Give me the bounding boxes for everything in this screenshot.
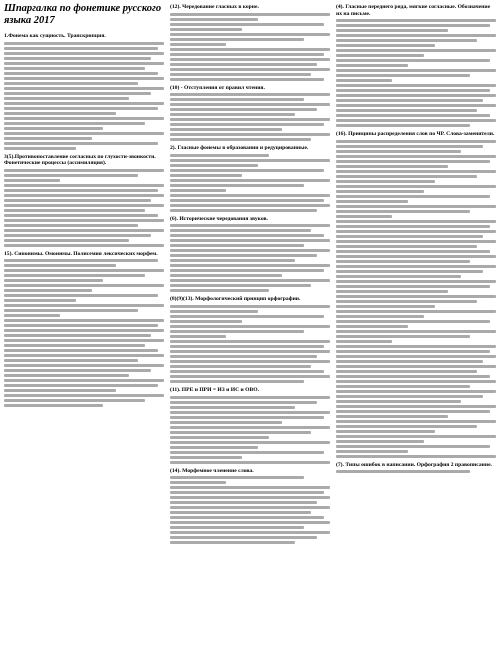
text-line [336,119,496,122]
text-line [336,195,490,198]
text-line [170,13,330,16]
text-line [4,314,60,317]
text-line [336,330,496,333]
text-line [170,154,269,157]
text-line [336,205,496,208]
text-line [170,360,330,363]
text-line [336,165,448,168]
text-line [336,470,470,473]
text-line [4,137,92,140]
text-line [336,455,496,458]
text-line [4,57,151,60]
text-line [4,92,151,95]
text-line [170,511,311,514]
text-line [4,97,129,100]
text-line [4,339,164,342]
text-line [336,355,496,358]
section [4,153,164,247]
text-line [336,160,490,163]
text-line [336,380,496,383]
text-line [336,390,496,393]
text-line [4,77,164,80]
text-line [4,324,158,327]
section-heading: 2). Гласные фонемы в образовании и редуцированные. [170,145,309,152]
text-line [170,305,330,308]
text-line [336,210,470,213]
text-line [170,370,324,373]
text-line [336,220,496,223]
text-line [170,103,330,106]
text-line [170,516,324,519]
text-line [336,109,477,112]
text-line [170,340,330,343]
text-line [170,325,330,328]
text-line [4,107,158,110]
text-line [4,274,145,277]
text-line [170,98,304,101]
text-line [4,334,151,337]
text-line [4,67,145,70]
text-line [336,190,424,193]
text-line [170,18,258,21]
text-line [336,59,490,62]
text-line [336,74,470,77]
text-line [336,180,435,183]
text-line [4,259,158,262]
text-line [336,215,392,218]
text-line [336,280,496,283]
text-line [4,349,158,352]
text-line [4,264,116,267]
text-line [336,185,496,188]
section-heading: (8)(9)(13). Морфологический принцип орфографии. [170,296,301,303]
text-line [4,117,164,120]
text-line [4,384,158,387]
text-line [336,124,470,127]
text-line [4,189,158,192]
text-line [170,456,242,459]
text-line [336,370,477,373]
text-line [336,300,477,303]
text-line [170,93,330,96]
text-line [336,430,435,433]
text-line [336,275,461,278]
text-line [170,209,317,212]
text-line [4,404,103,407]
document-title: Шпаргалка по фонетике русского языка 2017 [4,3,162,26]
text-line [170,63,317,66]
section [170,144,330,212]
text-line [336,350,490,353]
text-line [170,441,330,444]
text-line [336,99,483,102]
section-heading: 3(5).Противопоставление согласных по глухости-звонкости. Фонетические процессы (ассимиляция). [4,153,156,167]
text-line [170,411,330,414]
text-line [336,64,408,67]
section [336,461,496,474]
text-line [336,365,496,368]
text-line [170,204,330,207]
text-line [170,58,330,61]
text-line [4,179,60,182]
section-heading: (11). ПРЕ и ПРИ = ИЗ и ИС и ОВО. [170,386,259,393]
text-line [336,94,496,97]
text-line [170,53,324,56]
text-line [336,155,496,158]
section-heading: 1.Фонема как сущность. Транскрипция. [4,33,106,39]
text-line [170,48,330,51]
text-line [170,289,269,292]
text-line [4,102,164,105]
text-line [4,122,145,125]
text-line [170,128,282,131]
text-line [170,284,311,287]
text-line [170,229,311,232]
section [336,130,496,458]
section-heading: (14). Морфемное членение слова. [170,467,254,474]
text-line [4,344,145,347]
text-line [336,440,424,443]
text-line [4,399,145,402]
section [4,250,164,408]
text-line [170,279,330,282]
text-line [4,364,164,367]
text-line [4,199,151,202]
section-heading: (12). Чередование гласных в корне. [170,4,259,10]
text-line [170,315,324,318]
text-line [336,315,424,318]
text-line [170,239,330,242]
text-line [170,269,324,272]
text-line [4,52,164,55]
text-line [170,194,330,197]
text-line [170,184,304,187]
text-line [336,114,490,117]
text-line [336,44,435,47]
text-line [336,400,461,403]
text-line [170,350,330,353]
text-line [4,289,92,292]
text-line [336,325,408,328]
text-line [170,164,258,167]
text-line [170,335,226,338]
text-line [170,189,226,192]
text-line [4,394,164,397]
text-line [336,140,496,143]
text-line [336,19,496,22]
section-heading: (16). Принципы распределения слов по ЧР. Слова-заменители. [336,131,495,138]
text-line [4,224,138,227]
text-line [170,426,330,429]
text-line [4,147,76,150]
text-line [336,385,470,388]
text-line [336,310,496,313]
text-line [336,375,490,378]
text-line [336,290,448,293]
text-line [170,541,295,544]
text-line [336,240,496,243]
text-line [4,359,138,362]
text-line [170,264,330,267]
section [170,215,330,293]
text-line [336,420,496,423]
text-line [4,127,103,130]
text-line [336,54,424,57]
section [170,295,330,383]
text-line [4,379,164,382]
text-line [336,320,490,323]
text-line [4,204,164,207]
text-line [4,309,138,312]
text-line [170,78,324,81]
text-line [170,526,304,529]
text-line [336,84,496,87]
text-line [170,396,330,399]
text-line [170,254,317,257]
section [170,3,330,81]
text-line [170,501,317,504]
text-line [336,415,448,418]
text-line [170,421,282,424]
text-line [4,174,138,177]
text-line [170,138,311,141]
text-line [4,354,164,357]
text-line [170,310,258,313]
text-line [170,123,324,126]
text-line [170,521,330,524]
text-line [336,24,490,27]
text-line [170,476,304,479]
text-line [336,255,496,258]
text-line [336,395,483,398]
section [170,386,330,464]
text-line [4,369,151,372]
text-line [170,375,330,378]
text-line [336,295,496,298]
column-3 [336,3,496,647]
text-line [4,82,138,85]
section [170,84,330,142]
text-line [4,132,164,135]
text-line [4,112,116,115]
text-line [170,28,242,31]
text-line [336,265,496,268]
section-heading: (10) - Отступления от правил чтения. [170,84,265,91]
text-line [170,436,269,439]
text-line [336,150,461,153]
text-line [4,219,164,222]
text-line [4,87,164,90]
text-line [336,89,490,92]
text-line [4,279,103,282]
text-line [170,38,304,41]
text-line [170,536,317,539]
text-line [336,145,483,148]
text-line [336,435,496,438]
text-line [170,133,330,136]
text-line [336,405,496,408]
text-line [336,250,490,253]
text-line [170,118,330,121]
text-line [336,29,448,32]
text-line [170,33,330,36]
text-line [170,113,295,116]
text-line [170,320,242,323]
text-line [170,169,324,172]
text-line [4,284,164,287]
text-line [4,72,158,75]
text-line [170,461,330,464]
text-line [336,225,490,228]
column-1 [4,3,164,647]
text-line [336,170,496,173]
text-line [4,42,164,45]
text-line [336,285,490,288]
text-line [336,340,392,343]
text-line [170,416,324,419]
text-line [336,445,490,448]
section-heading: 15). Синонимы. Омонимы. Полисемия лексических морфем. [4,250,158,257]
text-line [4,184,164,187]
text-line [4,62,164,65]
text-line [4,269,164,272]
section-heading: (6). Исторические чередования звуков. [170,215,268,222]
text-line [170,330,304,333]
text-line [336,410,490,413]
text-line [336,450,408,453]
text-line [4,214,158,217]
text-line [170,179,330,182]
text-line [170,224,330,227]
text-line [170,491,324,494]
text-line [336,270,483,273]
section [336,3,496,127]
text-line [4,239,129,242]
text-line [336,235,483,238]
text-line [336,260,470,263]
text-line [170,274,282,277]
text-line [170,496,330,499]
text-line [170,199,324,202]
text-line [170,406,295,409]
text-line [4,47,158,50]
text-line [170,446,258,449]
text-line [336,425,477,428]
text-line [336,175,477,178]
text-line [170,108,317,111]
text-line [336,69,496,72]
text-line [336,335,470,338]
text-line [4,294,158,297]
text-line [336,49,496,52]
text-line [4,244,164,247]
text-line [336,345,496,348]
text-line [170,365,311,368]
text-line [4,169,164,172]
text-line [170,249,330,252]
text-line [336,39,477,42]
text-line [336,305,435,308]
text-line [170,451,324,454]
text-line [170,345,324,348]
text-line [170,43,226,46]
text-line [4,234,151,237]
column-2 [170,3,330,647]
text-line [336,79,392,82]
text-line [336,200,408,203]
text-line [170,380,304,383]
text-line [170,481,226,484]
text-line [170,355,317,358]
section-heading: (4). Гласные переднего ряда, мягкие согласные. Обозначение их на письме. [336,4,491,17]
text-line [170,401,317,404]
text-line [4,194,164,197]
text-line [170,174,242,177]
text-line [4,209,145,212]
text-line [4,319,164,322]
section-heading: (7). Типы ошибок в написании. Орфография 2 правописание. [336,461,492,468]
columns [4,3,496,647]
text-line [170,159,330,162]
text-line [170,244,304,247]
text-line [170,506,330,509]
text-line [170,73,311,76]
text-line [336,34,496,37]
text-line [170,531,330,534]
text-line [4,389,116,392]
text-line [170,68,330,71]
text-line [336,230,496,233]
text-line [170,259,295,262]
text-line [170,486,330,489]
text-line [170,234,324,237]
text-line [336,104,496,107]
section [4,32,164,150]
text-line [336,245,477,248]
section [170,467,330,545]
text-line [170,431,311,434]
text-line [4,304,164,307]
text-line [4,329,164,332]
text-line [336,360,483,363]
text-line [170,23,324,26]
text-line [4,299,76,302]
text-line [4,374,129,377]
text-line [4,142,158,145]
text-line [4,229,164,232]
